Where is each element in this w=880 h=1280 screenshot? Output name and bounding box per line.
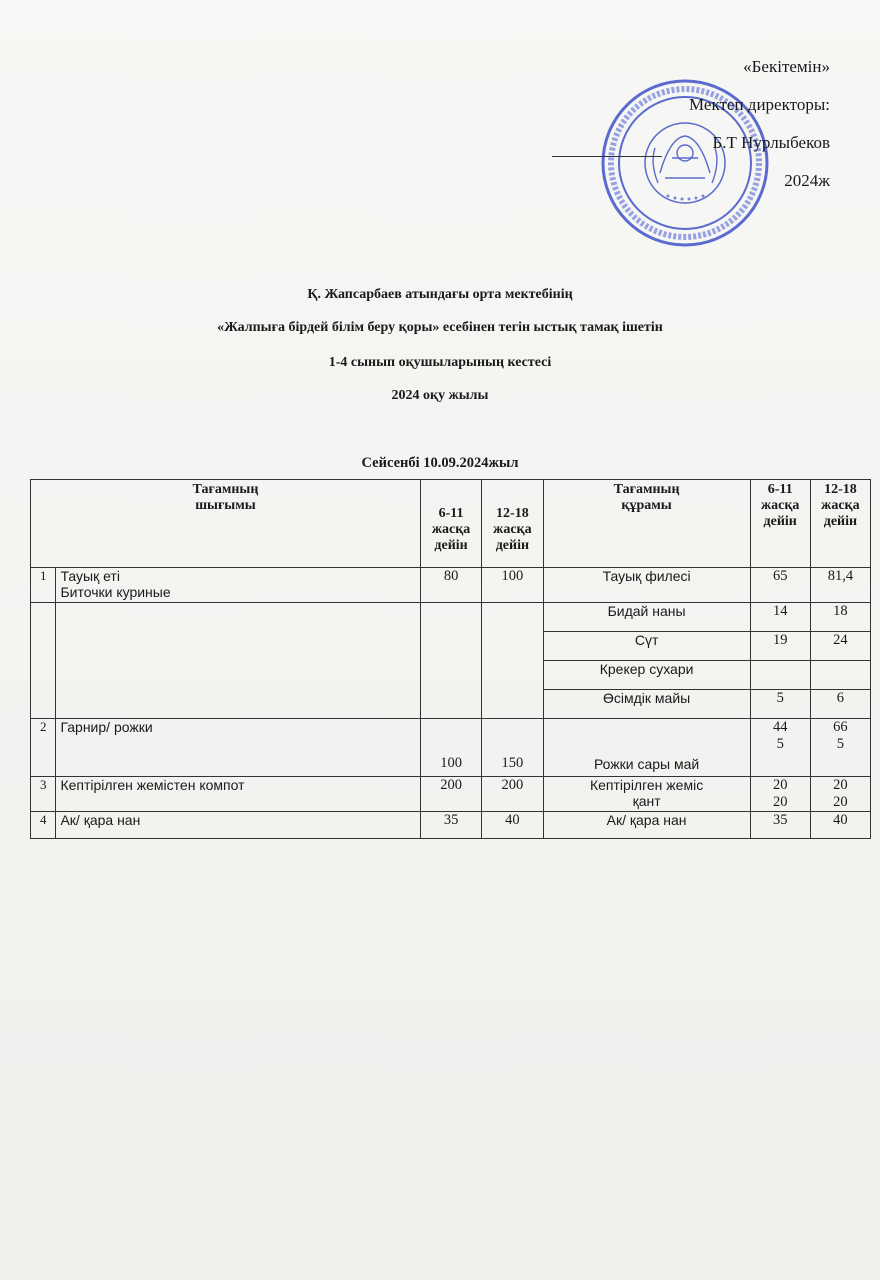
row-number-empty (31, 603, 56, 719)
header-comp-age-12-18: 12-18 жасқа дейін (810, 480, 870, 568)
ingredient-6-11: 14 (750, 603, 810, 632)
heading-school: Қ. Жапсарбаев атындағы орта мектебінің (307, 287, 573, 302)
dish-output-12-18: 100 (482, 568, 543, 603)
dish-output-6-11: 35 (420, 812, 481, 839)
ingredient-12-18: 24 (810, 632, 870, 661)
table-header-row (31, 480, 871, 568)
dish-output-6-11: 100 (420, 719, 481, 777)
dish-output-6-11: 80 (420, 568, 481, 603)
dish-output-6-11-empty (420, 603, 481, 719)
dish-output-12-18: 40 (482, 812, 543, 839)
header-dish-output: Тағамның шығымы (31, 480, 421, 568)
heading-grades: 1-4 сынып оқушыларының кестесі (328, 355, 552, 370)
ingredient-name: Сүт (543, 632, 750, 661)
header-comp-age-6-11: 6-11 жасқа дейін (750, 480, 810, 568)
ingredient-name: Крекер сухари (543, 661, 750, 690)
header-composition: Тағамның құрамы (543, 480, 750, 568)
ingredient-6-11: 19 (750, 632, 810, 661)
table-row (31, 719, 871, 777)
header-age-12-18: 12-18 жасқа дейін (482, 480, 543, 568)
approval-block (530, 58, 830, 210)
ingredient-name: Ак/ қара нан (543, 812, 750, 839)
row-number: 1 (31, 568, 56, 603)
ingredient-name: Рожки сары май (543, 719, 750, 777)
ingredient-12-18: 18 (810, 603, 870, 632)
heading-fund: «Жалпыға бірдей білім беру қоры» есебінен тегін ыстық тамақ ішетін (217, 320, 663, 335)
approval-position: Мектеп директоры: (689, 95, 830, 114)
ingredient-name: Бидай наны (543, 603, 750, 632)
dish-name: Гарнир/ рожки (56, 719, 420, 777)
header-age-6-11: 6-11 жасқа дейін (420, 480, 481, 568)
ingredient-name: Өсімдік майы (543, 690, 750, 719)
ingredient-6-11: 65 (750, 568, 810, 603)
ingredient-6-11: 44 5 (750, 719, 810, 777)
approval-title: «Бекітемін» (743, 57, 830, 76)
heading-day: Сейсенбі 10.09.2024жыл (361, 455, 519, 471)
table-row (31, 568, 871, 603)
row-number: 3 (31, 777, 56, 812)
dish-output-12-18-empty (482, 603, 543, 719)
dish-name: Тауық еті Биточки куриные (56, 568, 420, 603)
ingredient-name: Кептірілген жеміс қант (543, 777, 750, 812)
dish-name-empty (56, 603, 420, 719)
menu-table (30, 479, 871, 839)
approval-date: 2024ж (784, 171, 830, 190)
dish-name: Ак/ қара нан (56, 812, 420, 839)
approval-director-name: Б.Т Нурлыбеков (712, 133, 830, 152)
dish-output-6-11: 200 (420, 777, 481, 812)
table-row (31, 777, 871, 812)
ingredient-12-18: 6 (810, 690, 870, 719)
ingredient-12-18: 20 20 (810, 777, 870, 812)
signature-line (552, 156, 662, 157)
table-row (31, 603, 871, 632)
row-number: 4 (31, 812, 56, 839)
ingredient-6-11: 20 20 (750, 777, 810, 812)
ingredient-12-18: 66 5 (810, 719, 870, 777)
ingredient-12-18 (810, 661, 870, 690)
ingredient-12-18: 81,4 (810, 568, 870, 603)
heading-year: 2024 оқу жылы (391, 388, 489, 403)
dish-output-12-18: 150 (482, 719, 543, 777)
ingredient-6-11: 5 (750, 690, 810, 719)
dish-name: Кептірілген жемістен компот (56, 777, 420, 812)
ingredient-name: Тауық филесі (543, 568, 750, 603)
table-row (31, 812, 871, 839)
row-number: 2 (31, 719, 56, 777)
ingredient-6-11: 35 (750, 812, 810, 839)
ingredient-6-11 (750, 661, 810, 690)
dish-output-12-18: 200 (482, 777, 543, 812)
ingredient-12-18: 40 (810, 812, 870, 839)
